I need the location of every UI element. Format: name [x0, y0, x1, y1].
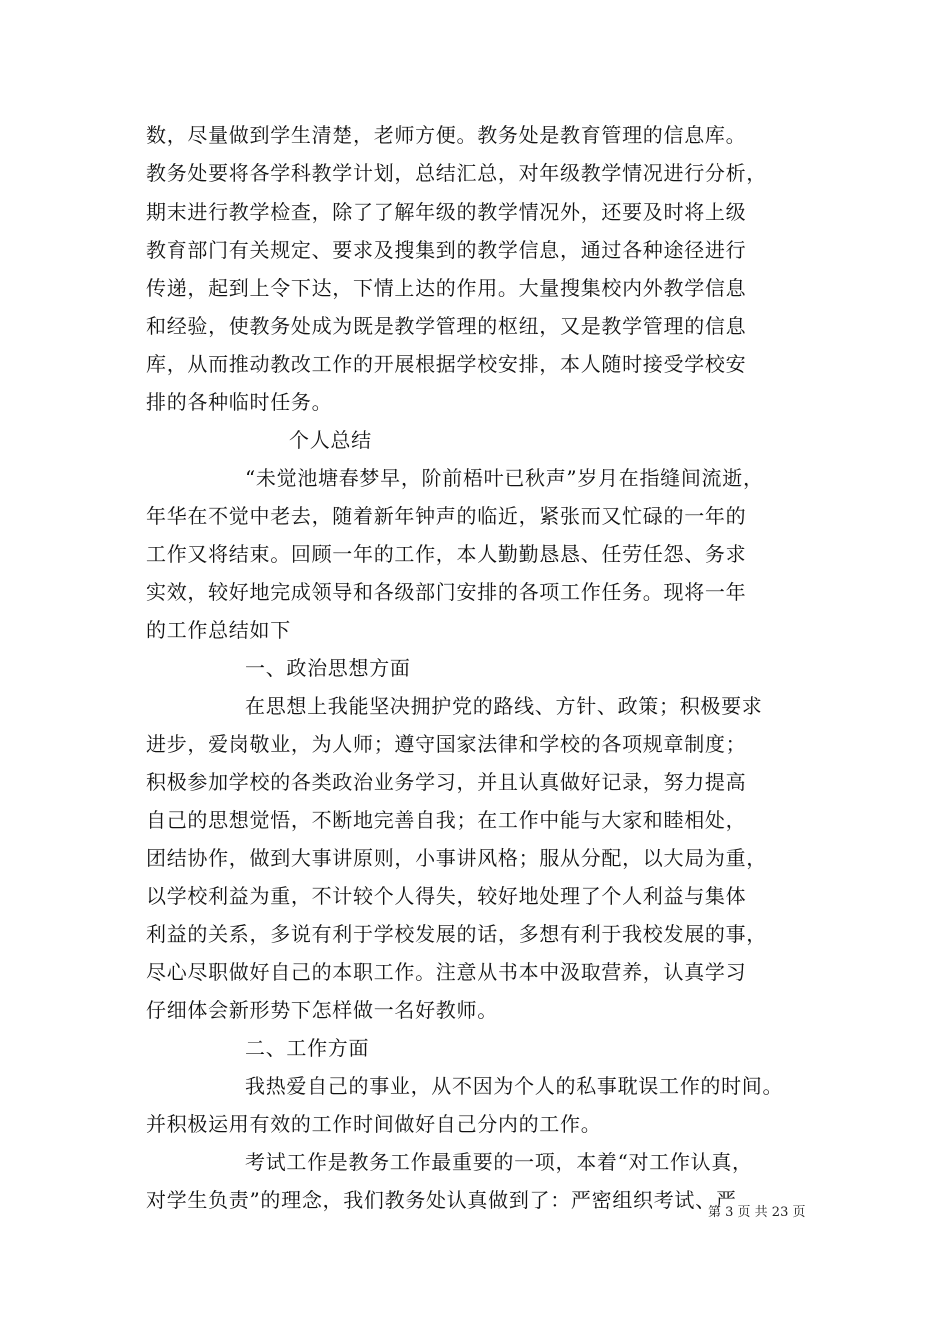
- text-line: 利益的关系，多说有利于学校发展的话，多想有利于我校发展的事，: [146, 922, 767, 946]
- text-line: 自己的思想觉悟，不断地完善自我；在工作中能与大家和睦相处，: [146, 808, 747, 832]
- text-line: 以学校利益为重，不计较个人得失，较好地处理了个人利益与集体: [146, 884, 747, 908]
- text-line: 并积极运用有效的工作时间做好自己分内的工作。: [146, 1112, 602, 1136]
- text-line: “未觉池塘春梦早，阶前梧叶已秋声”岁月在指缝间流逝，: [245, 466, 764, 490]
- text-line: 和经验，使教务处成为既是教学管理的枢纽，又是教学管理的信息: [146, 314, 747, 338]
- text-line: 库，从而推动教改工作的开展根据学校安排，本人随时接受学校安: [146, 352, 747, 376]
- section-heading: 一、政治思想方面: [245, 656, 411, 680]
- text-line: 尽心尽职做好自己的本职工作。注意从书本中汲取营养，认真学习: [146, 960, 747, 984]
- text-line: 教务处要将各学科教学计划，总结汇总，对年级教学情况进行分析，: [146, 161, 767, 185]
- text-line: 对学生负责”的理念，我们教务处认真做到了：严密组织考试、严: [146, 1188, 737, 1212]
- text-line: 传递，起到上令下达，下情上达的作用。大量搜集校内外教学信息: [146, 276, 747, 300]
- text-line: 团结协作，做到大事讲原则，小事讲风格；服从分配，以大局为重，: [146, 846, 767, 870]
- page-number-footer: 第 3 页 共 23 页: [708, 1205, 806, 1220]
- text-line: 的工作总结如下: [146, 618, 291, 642]
- text-line: 实效，较好地完成领导和各级部门安排的各项工作任务。现将一年: [146, 580, 747, 604]
- text-line: 排的各种临时任务。: [146, 390, 333, 414]
- text-line: 进步，爱岗敬业，为人师；遵守国家法律和学校的各项规章制度；: [146, 732, 747, 756]
- text-line: 工作又将结束。回顾一年的工作，本人勤勤恳恳、任劳任怨、务求: [146, 542, 747, 566]
- text-line: 积极参加学校的各类政治业务学习，并且认真做好记录，努力提高: [146, 770, 747, 794]
- section-heading: 二、工作方面: [245, 1036, 370, 1060]
- text-line: 教育部门有关规定、要求及搜集到的教学信息，通过各种途径进行: [146, 238, 747, 262]
- text-line: 仔细体会新形势下怎样做一名好教师。: [146, 998, 498, 1022]
- text-line: 期末进行教学检查，除了了解年级的教学情况外，还要及时将上级: [146, 200, 747, 224]
- section-title: 个人总结: [289, 428, 372, 452]
- text-line: 我热爱自己的事业，从不因为个人的私事耽误工作的时间。: [245, 1074, 784, 1098]
- text-line: 数，尽量做到学生清楚，老师方便。教务处是教育管理的信息库。: [146, 123, 747, 147]
- text-line: 年华在不觉中老去，随着新年钟声的临近，紧张而又忙碌的一年的: [146, 504, 747, 528]
- text-line: 在思想上我能坚决拥护党的路线、方针、政策；积极要求: [245, 694, 763, 718]
- text-line: 考试工作是教务工作最重要的一项，本着“对工作认真，: [245, 1150, 753, 1174]
